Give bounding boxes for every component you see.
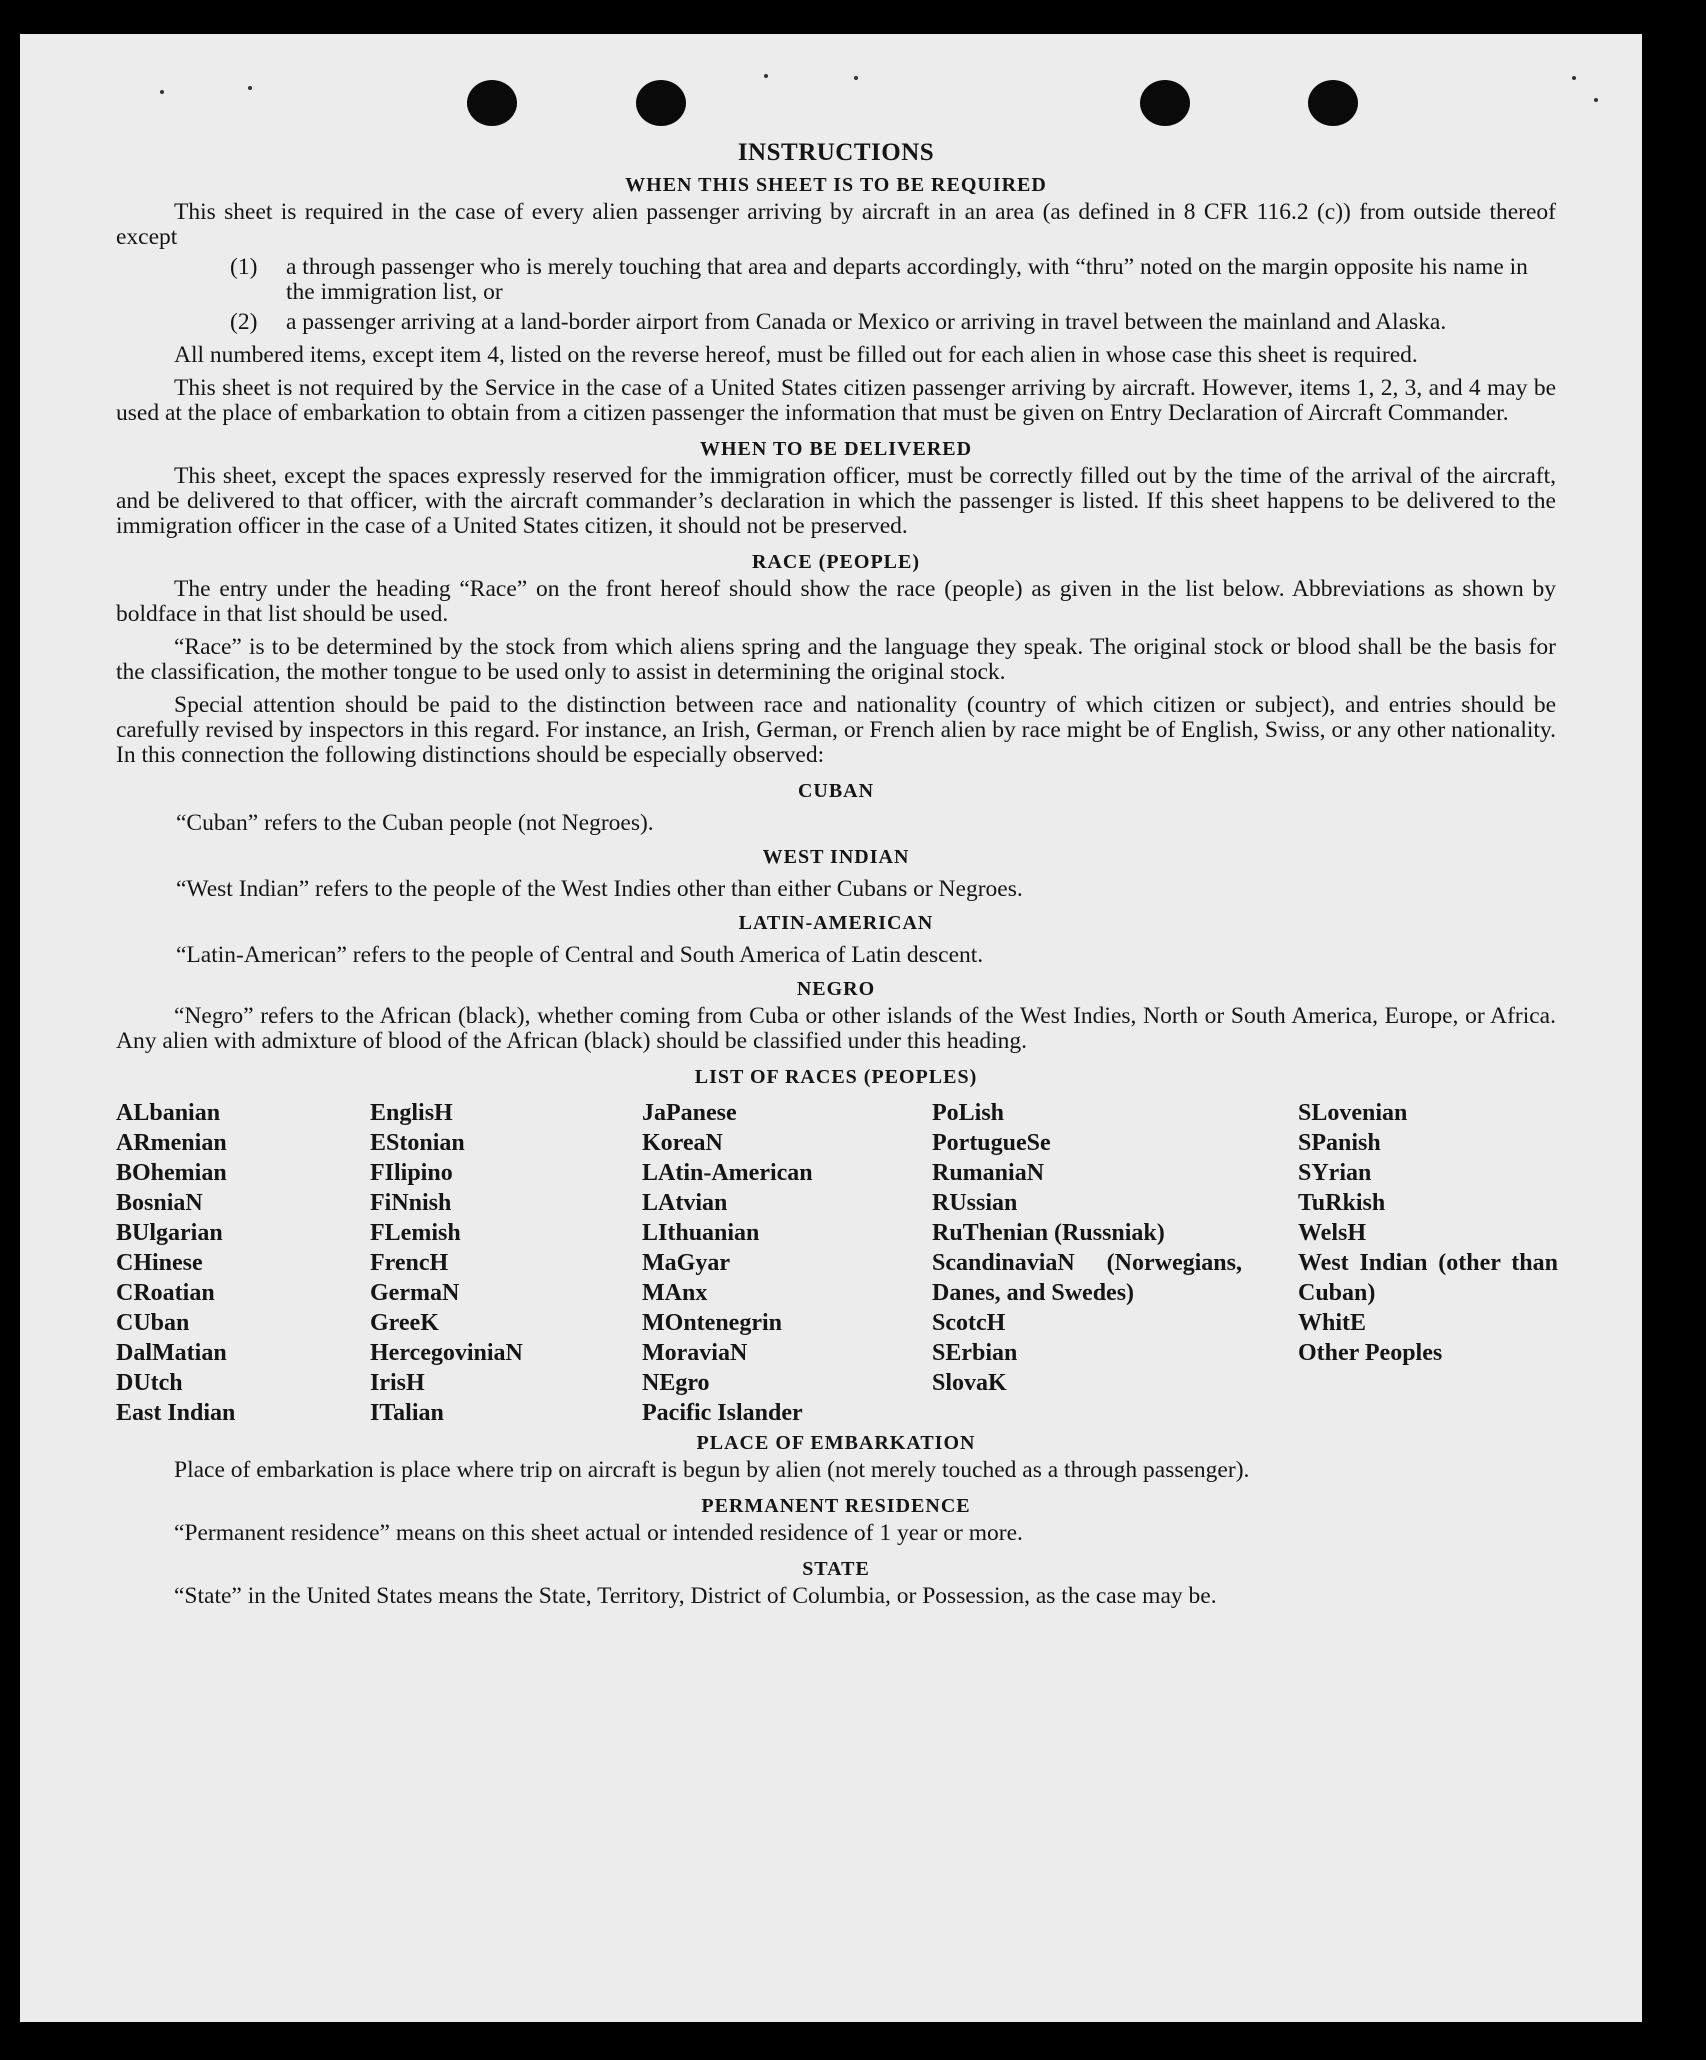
race-entry: WelsH bbox=[1298, 1220, 1367, 1246]
race-entry: TuRkish bbox=[1298, 1190, 1386, 1216]
race-entry: BOhemian bbox=[116, 1160, 227, 1186]
section-heading-race: RACE (PEOPLE) bbox=[752, 551, 920, 573]
race-entry: SErbian bbox=[932, 1340, 1018, 1366]
speck bbox=[248, 86, 252, 90]
race-entry: SLovenian bbox=[1298, 1100, 1408, 1126]
section-heading-latin-american: LATIN-AMERICAN bbox=[738, 912, 934, 934]
exception-item bbox=[230, 310, 1556, 335]
race-entry: PortugueSe bbox=[932, 1130, 1051, 1156]
race-entry: GermaN bbox=[370, 1280, 460, 1306]
race-entry: IrisH bbox=[370, 1370, 425, 1396]
negro-definition: “Negro” refers to the African (black), whether coming from Cuba or other islands of the West Indies, North or South America, Europe, or Africa. Any alien with admixture of blood of the African (black) should be classified under this heading. bbox=[116, 1003, 1556, 1054]
race-entry: BosniaN bbox=[116, 1190, 203, 1216]
race-entry: RuThenian (Russniak) bbox=[932, 1220, 1165, 1246]
race-entry: SYrian bbox=[1298, 1160, 1372, 1186]
race-entry: FIlipino bbox=[370, 1160, 453, 1186]
when-required-para3: This sheet is not required by the Service in the case of a United States citizen passenger arriving by aircraft. However, items 1, 2, 3, and 4 may be used at the place of embarkation to obtain from a citizen passenger the information that must be given on Entry Declaration of Aircraft Commander. bbox=[116, 375, 1556, 426]
speck bbox=[1594, 98, 1598, 102]
race-entry: HercegoviniaN bbox=[370, 1340, 523, 1366]
race-entry: ALbanian bbox=[116, 1100, 221, 1126]
races-column bbox=[1298, 1098, 1558, 1428]
races-column bbox=[370, 1098, 642, 1428]
race-para3: Special attention should be paid to the distinction between race and nationality (country of which citizen or subject), and entries should be carefully revised by inspectors in this regard. For instance, an Irish, German, or French alien by race might be of English, Swiss, or any other nationality. In this connection the following distinctions should be especially observed: bbox=[116, 692, 1556, 768]
race-entry: SlovaK bbox=[932, 1370, 1007, 1396]
when-delivered-para: This sheet, except the spaces expressly reserved for the immigration officer, must be correctly filled out by the time of the arrival of the aircraft, and be delivered to that officer, with the aircraft commander’s declaration in which the passenger is listed. If this sheet happens to be delivered to the immigration officer in the case of a United States citizen, it should not be preserved. bbox=[116, 463, 1556, 539]
race-entry: West Indian (other than Cuban) bbox=[1298, 1250, 1558, 1306]
embarkation-definition: Place of embarkation is place where trip on aircraft is begun by alien (not merely touched as a through passenger). bbox=[174, 1457, 1250, 1483]
race-entry: SPanish bbox=[1298, 1130, 1381, 1156]
race-entry: LAtvian bbox=[642, 1190, 728, 1216]
race-entry: FiNnish bbox=[370, 1190, 452, 1216]
race-entry: ScandinaviaN (Norwegians, Danes, and Swedes) bbox=[932, 1250, 1242, 1306]
section-heading-negro: NEGRO bbox=[796, 978, 876, 1000]
race-entry: NEgro bbox=[642, 1370, 710, 1396]
race-entry: LAtin-American bbox=[642, 1160, 813, 1186]
race-entry: CRoatian bbox=[116, 1280, 215, 1306]
races-column bbox=[932, 1098, 1298, 1428]
exception-text: a through passenger who is merely touching that area and departs accordingly, with “thru” noted on the margin opposite his name in the immigration list, or bbox=[286, 254, 1528, 305]
exception-number: (1) bbox=[230, 254, 258, 280]
race-entry: RUssian bbox=[932, 1190, 1018, 1216]
race-entry: MoraviaN bbox=[642, 1340, 748, 1366]
section-heading-cuban: CUBAN bbox=[797, 780, 875, 802]
race-entry: EStonian bbox=[370, 1130, 465, 1156]
race-entry: PoLish bbox=[932, 1100, 1005, 1126]
race-entry: RumaniaN bbox=[932, 1160, 1045, 1186]
state-definition: “State” in the United States means the State, Territory, District of Columbia, or Possession, as the case may be. bbox=[174, 1583, 1217, 1609]
race-entry: GreeK bbox=[370, 1310, 439, 1336]
exception-item bbox=[230, 255, 1556, 305]
race-entry: FLemish bbox=[370, 1220, 461, 1246]
when-required-para2: All numbered items, except item 4, listed on the reverse hereof, must be filled out for each alien in whose case this sheet is required. bbox=[174, 342, 1418, 368]
document-sheet bbox=[20, 34, 1642, 2022]
when-required-intro: This sheet is required in the case of every alien passenger arriving by aircraft in an area (as defined in 8 CFR 116.2 (c)) from outside thereof except bbox=[116, 199, 1556, 250]
race-entry: MAnx bbox=[642, 1280, 708, 1306]
race-entry: DUtch bbox=[116, 1370, 183, 1396]
section-heading-residence: PERMANENT RESIDENCE bbox=[701, 1495, 971, 1517]
races-list bbox=[116, 1098, 1556, 1428]
race-entry: JaPanese bbox=[642, 1100, 737, 1126]
races-column bbox=[642, 1098, 932, 1428]
exception-text: a passenger arriving at a land-border airport from Canada or Mexico or arriving in travel between the mainland and Alaska. bbox=[286, 309, 1447, 335]
instructions-content bbox=[116, 98, 1556, 1609]
race-entry: MaGyar bbox=[642, 1250, 730, 1276]
race-entry: MOntenegrin bbox=[642, 1310, 782, 1336]
section-heading-state: STATE bbox=[802, 1558, 870, 1580]
race-entry: ScotcH bbox=[932, 1310, 1006, 1336]
race-entry: WhitE bbox=[1298, 1310, 1367, 1336]
race-entry: DalMatian bbox=[116, 1340, 227, 1366]
race-entry: LIthuanian bbox=[642, 1220, 760, 1246]
race-entry: KoreaN bbox=[642, 1130, 723, 1156]
race-entry: East Indian bbox=[116, 1400, 236, 1426]
section-heading-west-indian: WEST INDIAN bbox=[762, 846, 910, 868]
residence-definition: “Permanent residence” means on this sheet actual or intended residence of 1 year or more. bbox=[174, 1520, 1023, 1546]
speck bbox=[160, 90, 164, 94]
race-entry: ITalian bbox=[370, 1400, 444, 1426]
race-entry: CUban bbox=[116, 1310, 190, 1336]
section-heading-when-delivered: WHEN TO BE DELIVERED bbox=[699, 438, 973, 460]
races-column bbox=[116, 1098, 370, 1428]
section-heading-when-required: WHEN THIS SHEET IS TO BE REQUIRED bbox=[625, 174, 1047, 196]
race-para1: The entry under the heading “Race” on the front hereof should show the race (people) as given in the list below. Abbreviations as shown by boldface in that list should be used. bbox=[116, 576, 1556, 627]
race-entry: CHinese bbox=[116, 1250, 203, 1276]
race-entry: FrencH bbox=[370, 1250, 449, 1276]
race-entry: BUlgarian bbox=[116, 1220, 223, 1246]
west-indian-definition: “West Indian” refers to the people of the West Indies other than either Cubans or Negroes. bbox=[176, 876, 1023, 902]
race-entry: EnglisH bbox=[370, 1100, 453, 1126]
race-entry: Pacific Islander bbox=[642, 1400, 803, 1426]
section-heading-list-of-races: LIST OF RACES (PEOPLES) bbox=[694, 1066, 978, 1088]
latin-american-definition: “Latin-American” refers to the people of Central and South America of Latin descent. bbox=[176, 942, 984, 968]
cuban-definition: “Cuban” refers to the Cuban people (not Negroes). bbox=[176, 810, 654, 836]
speck bbox=[764, 74, 768, 78]
speck bbox=[1572, 76, 1576, 80]
page-title: INSTRUCTIONS bbox=[737, 139, 935, 166]
race-para2: “Race” is to be determined by the stock from which aliens spring and the language they speak. The original stock or blood shall be the basis for the classification, the mother tongue to be used only to assist in determining the original stock. bbox=[116, 634, 1556, 685]
race-entry: Other Peoples bbox=[1298, 1340, 1443, 1366]
race-entry: ARmenian bbox=[116, 1130, 227, 1156]
speck bbox=[854, 76, 858, 80]
exception-number: (2) bbox=[230, 309, 258, 335]
section-heading-embarkation: PLACE OF EMBARKATION bbox=[696, 1432, 976, 1454]
